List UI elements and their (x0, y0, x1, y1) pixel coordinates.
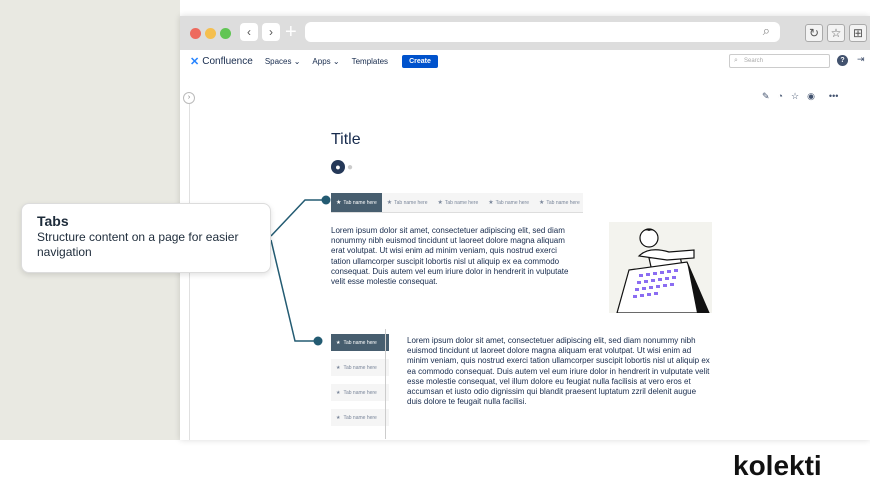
search-input[interactable] (729, 54, 830, 68)
star-icon: ★ (488, 200, 494, 206)
grid-icon[interactable]: ⊞ (849, 24, 867, 42)
tab-label: Tab name here (394, 199, 428, 206)
browser-window (180, 16, 870, 440)
vertical-tab-content-paragraph: Lorem ipsum dolor sit amet, consectetuer adipiscing elit, sed diam nonummy nibh euismod tincidunt ut laoreet dolore magna aliquam erat volutpat. Ut wisi enim ad minim veniam, quis nostrud exerci tation ullamcorper suscipit lobortis nisl ut aliquip ex ea commodo consequat. Duis autem vel eum iriure dolor in hendrerit in vulputate velit esse molestie consequat, vel illum dolore eu feugiat nulla facilisis at vero eros et accumsan et iusto odio dignissim qui blandit praesent luptatum zzril delenit augue duis dolore te feugait nulla facilisi. (407, 336, 710, 407)
more-icon[interactable]: ••• (828, 91, 839, 101)
nav-templates[interactable]: Templates (351, 56, 389, 66)
vtab-3[interactable] (331, 384, 389, 401)
confluence-top-nav (180, 50, 870, 72)
callout-description: Structure content on a page for easier navigation (37, 230, 239, 259)
tab-label: Tab name here (444, 199, 479, 206)
page-title: Title (331, 131, 361, 148)
tabs-callout (21, 203, 271, 273)
tab-2[interactable] (382, 193, 433, 212)
comment-icon[interactable]: ◔ (777, 91, 783, 101)
illustration (609, 222, 712, 313)
vertical-tabs (331, 334, 389, 434)
star-icon: ★ (336, 364, 341, 371)
avatar[interactable]: ● (331, 160, 345, 174)
vtab-2[interactable] (331, 359, 389, 376)
browser-toolbar (180, 16, 870, 50)
confluence-logo-icon: ✕ (190, 55, 200, 68)
forward-button[interactable]: › (262, 23, 280, 41)
tab-3[interactable] (433, 193, 484, 212)
nav-spaces[interactable]: Spaces ⌄ (264, 56, 301, 66)
star-icon: ★ (539, 200, 545, 206)
star-icon: ★ (336, 339, 341, 346)
sidebar-expand-button[interactable]: › (183, 92, 195, 104)
vertical-tab-divider (385, 329, 386, 439)
horizontal-tabs (331, 193, 583, 213)
search-icon: ⌕ (762, 23, 770, 38)
maximize-window-dot[interactable] (220, 28, 231, 39)
tab-5[interactable] (534, 193, 585, 212)
tab-4[interactable] (483, 193, 534, 212)
vtab-1[interactable] (331, 334, 389, 351)
search-placeholder: Search (744, 58, 764, 64)
tab-label: Tab name here (546, 199, 580, 206)
search-field-icon: ⌕ (734, 57, 738, 64)
edit-icon[interactable]: ✎ (762, 91, 770, 101)
address-bar[interactable] (305, 22, 780, 42)
tab-1[interactable] (331, 193, 382, 212)
nav-apps[interactable]: Apps ⌄ (312, 56, 340, 66)
confluence-logo[interactable] (190, 55, 253, 68)
back-button[interactable]: ‹ (240, 23, 258, 41)
help-icon[interactable]: ? (837, 55, 848, 66)
star-icon: ★ (386, 200, 393, 206)
tab-label: Tab name here (495, 199, 529, 206)
minimize-window-dot[interactable] (205, 28, 216, 39)
vtab-4[interactable] (331, 409, 389, 426)
exit-icon[interactable]: ⇥ (857, 54, 865, 64)
tab-label: Tab name here (343, 339, 377, 346)
tab-label: Tab name here (343, 199, 377, 206)
star-icon: ★ (336, 389, 341, 396)
reload-icon[interactable]: ↻ (805, 24, 823, 42)
callout-title: Tabs (37, 213, 69, 229)
star-icon[interactable]: ☆ (827, 24, 845, 42)
tab-label: Tab name here (343, 414, 377, 421)
star-icon: ★ (336, 414, 341, 421)
star-icon: ★ (336, 200, 342, 206)
create-button[interactable]: Create (402, 55, 438, 68)
tab-label: Tab name here (343, 389, 377, 396)
page-toolbar (762, 91, 838, 102)
logo-text: Confluence (202, 55, 253, 67)
star-icon: ★ (437, 200, 443, 206)
tab-label: Tab name here (343, 364, 377, 371)
tab-content-paragraph: Lorem ipsum dolor sit amet, consectetuer adipiscing elit, sed diam nonummy nibh euismod tincidunt ut laoreet dolore magna aliquam erat volutpat. Ut wisi enim ad minim veniam, quis nostrud exerci tation ullamcorper suscipit lobortis nisl ut aliquip ex ea commodo consequat. Duis autem vel eum iriure dolor in hendrerit in vulputate velit esse molestie consequat. (331, 226, 569, 287)
kolekti-logo: kolekti (733, 450, 822, 481)
favorite-icon[interactable]: ☆ (790, 91, 800, 101)
new-tab-button[interactable]: + (285, 21, 297, 43)
watch-icon[interactable]: ◉ (807, 91, 815, 101)
user-icon: ● (347, 162, 354, 173)
close-window-dot[interactable] (190, 28, 201, 39)
